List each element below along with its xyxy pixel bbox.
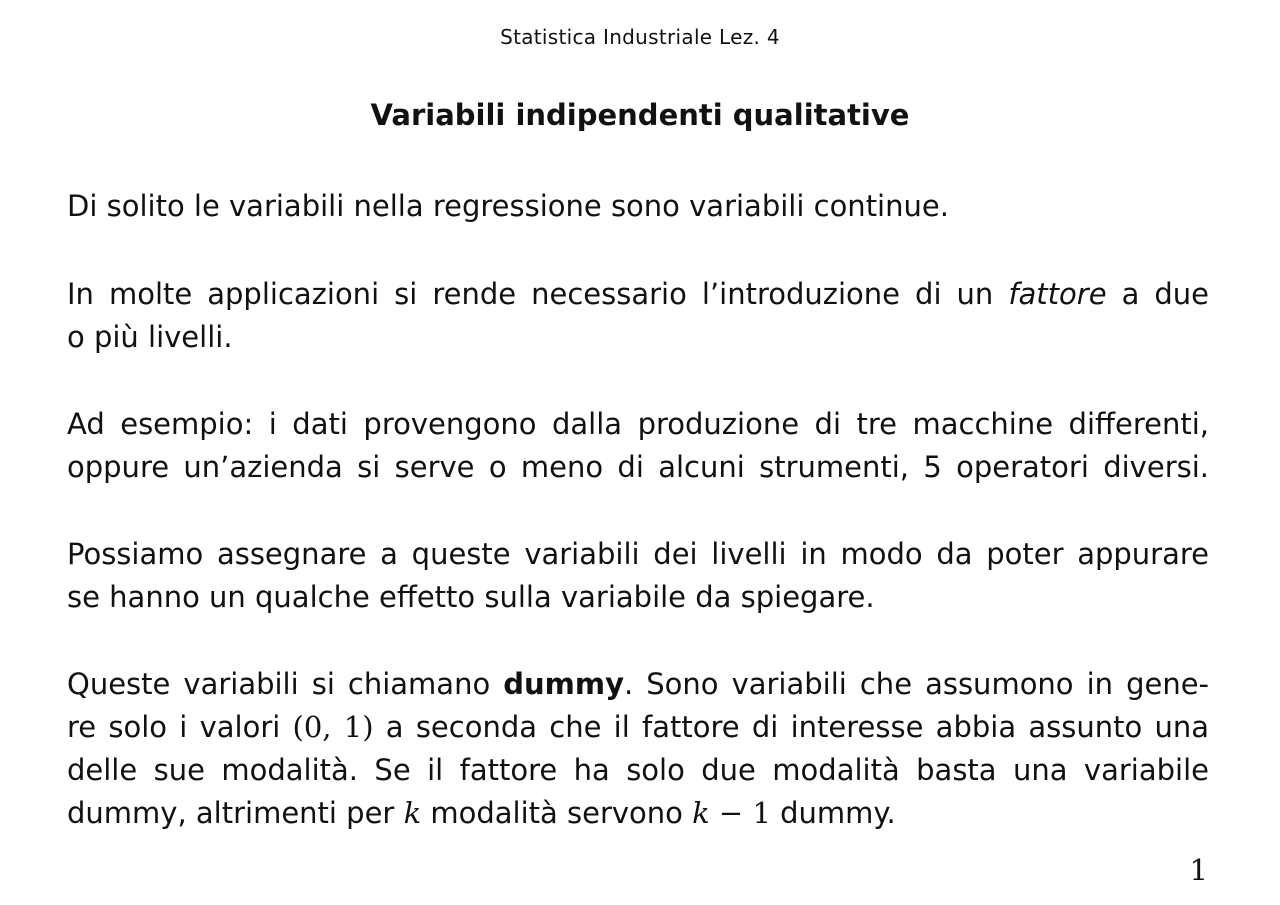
minus-one-math: − 1 [709,796,771,830]
paragraph-5-line-1 [67,663,1209,706]
paragraph-5-text-g: dummy. [770,796,896,830]
paragraph-2 [67,273,1209,359]
paragraph-3-line-2: oppure un’azienda si serve o meno di alcuni strumenti, 5 operatori diversi. [67,450,1209,484]
fattore-emphasis: fattore [1008,277,1107,311]
dummy-bold-term: dummy [503,667,624,701]
paragraph-5 [67,663,1209,835]
paragraph-4-line-1: Possiamo assegnare a queste variabili dei livelli in modo da poter appurare [67,537,1209,571]
slide-title: Variabili indipendenti qualitative [370,98,910,132]
paragraph-3-line-1: Ad esempio: i dati provengono dalla produzione di tre macchine differenti, [67,407,1209,441]
paragraph-5-text-a: Queste variabili si chiamano [67,667,504,701]
k-variable-math: k [403,796,422,830]
paragraph-5-line-2 [67,706,1209,749]
k-minus-variable-math: k [692,796,710,830]
paragraph-1 [67,185,1209,228]
paragraph-2-text-a: In molte applicazioni si rende necessario l’introduzione di un [67,277,1009,311]
paragraph-3 [67,403,1209,489]
paragraph-5-text-e: dummy, altrimenti per [67,796,404,830]
paragraph-2-text-b: a due [1106,277,1209,311]
paragraph-5-line-3: delle sue modalità. Se il fattore ha solo due modalità basta una variabile [67,753,1209,787]
paragraph-2-line-1 [67,273,1209,316]
paragraph-5-text-c: re solo i valori [67,710,293,744]
paragraph-2-line-2: o più livelli. [67,320,233,354]
values-tuple-math: (0, 1) [292,710,374,744]
paragraph-4 [67,533,1209,619]
page-number: 1 [1189,853,1208,887]
paragraph-1-line-1: Di solito le variabili nella regressione sono variabili continue. [67,189,949,223]
paragraph-4-line-2: se hanno un qualche effetto sulla variabile da spiegare. [67,580,875,614]
paragraph-5-line-4 [67,792,1209,835]
running-header: Statistica Industriale Lez. 4 [500,25,780,49]
paragraph-5-text-f: modalità servono [421,796,693,830]
paragraph-5-text-d: a seconda che il fattore di interesse abbia assunto una [373,710,1209,744]
paragraph-5-text-b: . Sono variabili che assumono in gene- [624,667,1209,701]
